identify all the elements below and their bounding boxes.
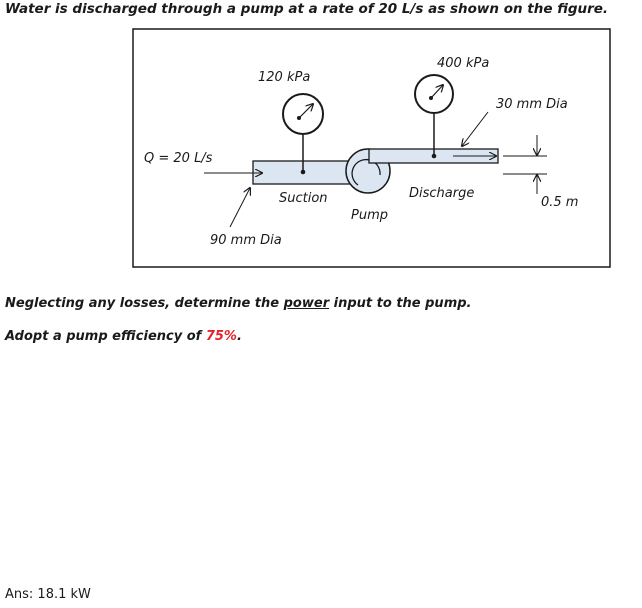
suction-pressure-label: 120 kPa xyxy=(258,70,311,85)
elevation-label: 0.5 m xyxy=(541,195,579,210)
question-efficiency xyxy=(5,329,242,344)
suction-diameter-label: 90 mm Dia xyxy=(210,233,282,248)
efficiency-text-before: Adopt a pump efficiency of xyxy=(5,329,206,344)
discharge-label: Discharge xyxy=(409,186,475,201)
discharge-gauge xyxy=(415,75,453,158)
diagram-frame xyxy=(133,29,610,267)
discharge-diameter-leader xyxy=(462,112,488,146)
efficiency-text-after: . xyxy=(236,329,242,344)
problem-intro: Water is discharged through a pump at a rate of 20 L/s as shown on the figure. xyxy=(5,1,609,17)
efficiency-value: 75% xyxy=(205,329,237,344)
question-text-before: Neglecting any losses, determine the xyxy=(5,296,284,311)
power-keyword: power xyxy=(283,296,330,311)
question-power xyxy=(5,296,471,311)
answer-line: Ans: 18.1 kW xyxy=(5,587,91,602)
discharge-pressure-label: 400 kPa xyxy=(437,56,490,71)
pump-label: Pump xyxy=(351,208,388,223)
pump-diagram xyxy=(0,0,642,290)
suction-diameter-leader xyxy=(230,188,250,227)
question-text-after: input to the pump. xyxy=(329,296,472,311)
flow-rate-label: Q = 20 L/s xyxy=(144,151,213,166)
elevation-dimension xyxy=(503,135,547,194)
discharge-diameter-label: 30 mm Dia xyxy=(496,97,568,112)
suction-label: Suction xyxy=(279,191,328,206)
